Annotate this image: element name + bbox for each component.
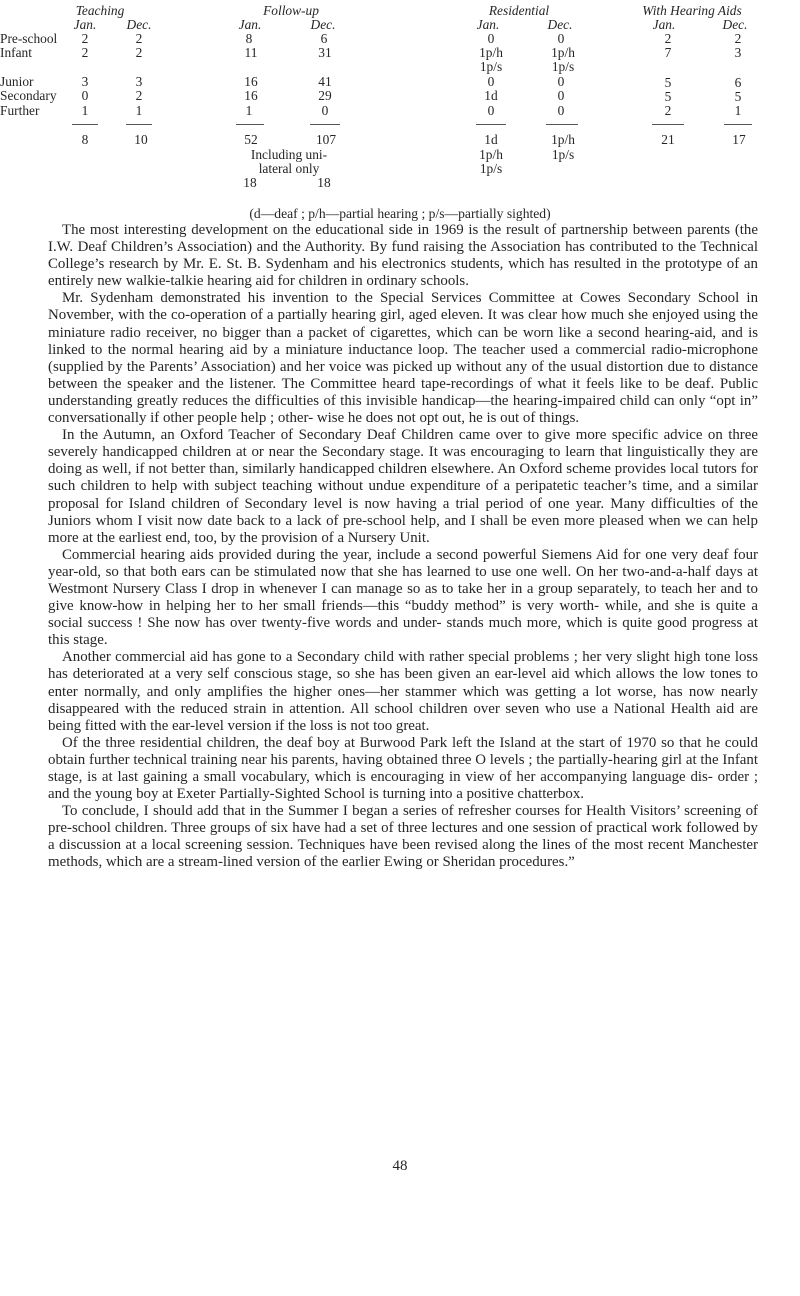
text-line: in whenever I can manage so as to take her in a group separately, to teach her and to bbox=[243, 580, 758, 597]
statistics-table bbox=[0, 0, 800, 215]
text-line: bigger than a packet of cigarettes, which can be worn like a second hearing-aid, and is bbox=[222, 324, 758, 341]
table-cell: 1d bbox=[484, 88, 498, 103]
total-cell: 1d bbox=[484, 132, 498, 147]
text-line: while, and she is quite a social success ! She now has over twenty-five words and under- bbox=[48, 598, 758, 632]
table-cell: 7 bbox=[664, 45, 672, 60]
text-line: By fund raising the Association has contributed to the Technical College’s research by bbox=[48, 239, 758, 273]
total-rule bbox=[126, 124, 152, 125]
table-cell: 1p/h bbox=[479, 45, 503, 60]
paragraph bbox=[48, 290, 758, 427]
table-cell: 6 bbox=[734, 75, 742, 90]
total-rule bbox=[310, 124, 340, 125]
paragraph bbox=[48, 735, 758, 803]
total-rule bbox=[476, 124, 506, 125]
text-line: more specific advice on three severely handicapped children at or near the Secondary bbox=[48, 427, 758, 461]
text-line: start of 1970 so that he could obtain further technical training near his parents, having bbox=[48, 734, 758, 768]
table-cell: 0 bbox=[557, 74, 565, 89]
text-line: give know-how in helping her to her small friends—this “buddy method” is very worth- bbox=[48, 598, 600, 615]
total-cell: 52 bbox=[244, 132, 258, 147]
text-line: Health aid are being fitted with the ear-level version if the loss is not too great. bbox=[48, 700, 758, 734]
table-cell: 0 bbox=[81, 88, 89, 103]
table-cell: 2 bbox=[135, 45, 143, 60]
month-header: Dec. bbox=[310, 17, 336, 32]
paragraph bbox=[48, 427, 758, 547]
total-rule bbox=[724, 124, 752, 125]
table-cell: 3 bbox=[734, 45, 742, 60]
table-cell: 29 bbox=[318, 88, 332, 103]
table-cell: 8 bbox=[245, 31, 253, 46]
table-cell: 1 bbox=[81, 103, 89, 118]
body-text bbox=[48, 222, 758, 872]
total-cell: 1p/h bbox=[551, 132, 575, 147]
text-line: given an ear-level aid which allows the low tones to enter normally, and only amplifies bbox=[48, 666, 758, 700]
text-line: wise he does not opt out, he is out of things. bbox=[316, 410, 580, 427]
text-line: hearing-impaired child can only “opt in” conversationally if other people help ; other- bbox=[48, 392, 758, 427]
text-line: To conclude, I should add that in the Summer I began a series of refresher courses for bbox=[62, 803, 582, 820]
month-header: Dec. bbox=[547, 17, 573, 32]
table-cell: 2 bbox=[664, 103, 672, 118]
text-line: Manchester methods, which are a stream-lined version of the earlier Ewing or Sheridan bbox=[48, 837, 759, 871]
table-cell: 3 bbox=[135, 74, 143, 89]
table-cell: 5 bbox=[664, 75, 672, 90]
page-number: 48 bbox=[392, 1158, 408, 1174]
including-cell: 18 bbox=[317, 175, 331, 190]
text-line: Another commercial aid has gone to a Secondary child with rather special problems ; bbox=[62, 649, 578, 666]
month-header: Jan. bbox=[652, 17, 676, 32]
text-line: the listener. The Committee heard tape-recordings of what it feels like to be deaf. bbox=[205, 375, 715, 392]
table-cell: 0 bbox=[557, 31, 565, 46]
table-cell: 2 bbox=[81, 31, 89, 46]
table-cell: 31 bbox=[318, 45, 332, 60]
month-header: Jan. bbox=[476, 17, 500, 32]
row-label-junior: Junior bbox=[0, 74, 34, 89]
total-cell: 107 bbox=[315, 132, 337, 147]
paragraph bbox=[48, 547, 758, 650]
text-line: Commercial hearing aids provided during the year, include a second powerful Siemens bbox=[62, 546, 592, 563]
text-line: Cowes Secondary School in November, with the co-operation of a partially hearing girl, bbox=[48, 290, 759, 324]
table-cell: 0 bbox=[557, 88, 565, 103]
group-header-teaching: Teaching bbox=[75, 3, 125, 18]
total-cell: 1p/h bbox=[479, 147, 503, 162]
month-header: Dec. bbox=[126, 17, 152, 32]
text-line: local tutors for such children to help with subject teaching without undue expenditure bbox=[48, 461, 759, 495]
text-line: we can help more at the earliest end, too, by the provision of a Nursery Unit. bbox=[48, 512, 759, 546]
month-header: Jan. bbox=[73, 17, 97, 32]
table-cell: 5 bbox=[734, 89, 742, 104]
total-cell: 1p/s bbox=[479, 161, 503, 176]
including-cell: 18 bbox=[243, 175, 257, 190]
table-cell: 0 bbox=[487, 103, 495, 118]
total-rule bbox=[72, 124, 98, 125]
text-line: Public understanding greatly reduces the difficulties of this invisible handicap—the bbox=[48, 375, 758, 409]
table-cell: 16 bbox=[244, 74, 258, 89]
paragraph bbox=[48, 222, 758, 290]
table-cell: 11 bbox=[244, 45, 258, 60]
text-line: screening session. Techniques have been revised along the lines of the most recent bbox=[185, 837, 685, 854]
text-line: Mr. Sydenham demonstrated his invention to the Special Services Committee at bbox=[62, 290, 573, 307]
month-header: Dec. bbox=[722, 17, 748, 32]
text-line: In the Autumn, an Oxford Teacher of Secondary Deaf Children came over to give bbox=[62, 427, 571, 444]
text-line: obtained three O levels ; the partially-hearing girl at the Infant stage, is at last gaining bbox=[48, 751, 758, 785]
text-line: stands much more, which is quite good progress at this stage. bbox=[48, 615, 758, 649]
table-cell: 1 bbox=[734, 103, 742, 118]
text-line: aged eleven. It was clear how much she enjoyed using the miniature radio receiver, no bbox=[48, 307, 758, 341]
table-cell: 2 bbox=[135, 88, 143, 103]
table-cell: 1 bbox=[245, 103, 253, 118]
table-cell: 0 bbox=[321, 103, 329, 118]
table-cell: 3 bbox=[81, 74, 89, 89]
text-line: of an entirely new walkie-talkie hearing aid for children in ordinary schools. bbox=[48, 256, 758, 290]
table-cell: 1 bbox=[135, 103, 143, 118]
table-cell: 16 bbox=[244, 88, 258, 103]
text-line: partnership between parents (the I.W. Deaf Children’s Association) and the Authority. bbox=[48, 222, 758, 256]
table-cell: 0 bbox=[557, 103, 565, 118]
table-cell: 2 bbox=[135, 31, 143, 46]
including-note: lateral only bbox=[258, 161, 320, 176]
table-cell: 1p/s bbox=[479, 59, 503, 74]
text-line: of three lectures and one session of practical work followed by a discussion at a local bbox=[48, 820, 758, 854]
table-cell: 1p/h bbox=[551, 45, 575, 60]
total-rule bbox=[546, 124, 578, 125]
group-header-follow-up: Follow-up bbox=[263, 3, 319, 18]
total-rule bbox=[652, 124, 684, 125]
text-line: of a peripatetic teacher’s time, and a similar proposal for Island children of Secondary bbox=[48, 478, 758, 512]
text-line: Mr. E. St. B. Sydenham and his electronics students, which has resulted in the prototype bbox=[182, 256, 723, 273]
text-line: level is now having a trial period of one year. Many difficulties of the Juniors whom I bbox=[48, 495, 758, 529]
text-line: learned to use one well. On her two-and-a-half days at Westmont Nursery Class I drop bbox=[48, 563, 758, 597]
table-cell: 0 bbox=[487, 31, 495, 46]
text-line: The most interesting development on the educational side in 1969 is the result of bbox=[62, 222, 557, 238]
text-line: procedures.” bbox=[499, 854, 575, 871]
group-header-residential: Residential bbox=[488, 3, 550, 18]
text-line: Of the three residential children, the deaf boy at Burwood Park left the Island at the bbox=[62, 734, 575, 751]
text-line: the higher ones—her stammer which was getting a lot worse, has now nearly disappeared bbox=[48, 683, 758, 717]
including-note: Including uni- bbox=[250, 147, 328, 162]
paragraph bbox=[48, 803, 758, 871]
table-cell: 41 bbox=[318, 74, 332, 89]
total-cell: 10 bbox=[134, 132, 148, 147]
total-cell: 8 bbox=[81, 132, 89, 147]
table-cell: 0 bbox=[487, 74, 495, 89]
text-line: with the reduced strain in attention. All school children over seven who use a National bbox=[124, 700, 666, 717]
total-rule bbox=[236, 124, 264, 125]
text-line: Aid for one very deaf four year-old, so that both ears can be stimulated now that she has bbox=[48, 546, 759, 580]
total-cell: 1p/s bbox=[551, 147, 575, 162]
total-cell: 17 bbox=[732, 132, 746, 147]
text-line: visit now date back to a lack of pre-school help, and I shall be even more pleased when bbox=[146, 512, 681, 529]
table-cell: 6 bbox=[320, 31, 328, 46]
table-cell: 5 bbox=[664, 89, 672, 104]
text-line: stage. It was encouraging to learn that linguistically they are doing as well, if not bbox=[48, 444, 758, 478]
table-cell: 2 bbox=[81, 45, 89, 60]
table-legend: (d—deaf ; p/h—partial hearing ; p/s—partially sighted) bbox=[249, 206, 551, 221]
text-line: commercial radio-microphone (supplied by the Parents’ Association) and her voice was bbox=[48, 341, 758, 375]
text-line: picked up without any of the usual distortion due to distance between the speaker and bbox=[48, 358, 758, 392]
text-line: a small vocabulary, which is encouraging in view of her accompanying language dis- bbox=[192, 769, 713, 785]
text-line: order ; and the young boy at Exeter Partially-Sighted School is turning into a positive bbox=[48, 769, 758, 803]
text-line: Health Visitors’ screening of pre-school children. Three groups of six have had a set bbox=[48, 803, 758, 837]
text-line: linked to the normal hearing aid by a miniature inductance loop. The teacher used a bbox=[48, 341, 571, 358]
month-header: Jan. bbox=[238, 17, 262, 32]
text-line: chatterbox. bbox=[517, 786, 584, 803]
table-cell: 2 bbox=[734, 31, 742, 46]
total-cell: 21 bbox=[661, 132, 675, 147]
paragraph bbox=[48, 649, 758, 734]
table-cell: 2 bbox=[664, 31, 672, 46]
row-label-secondary: Secondary bbox=[0, 88, 57, 103]
row-label-pre-school: Pre-school bbox=[0, 31, 58, 46]
text-line: better than, similarly handicapped children elsewhere. An Oxford scheme provides bbox=[171, 461, 667, 478]
text-line: her very slight high tone loss has deteriorated at a very self conscious stage, so she has been bbox=[48, 649, 759, 683]
table-cell: 1p/s bbox=[551, 59, 575, 74]
row-label-infant: Infant bbox=[0, 45, 32, 60]
group-header-hearing-aids: With Hearing Aids bbox=[642, 3, 742, 18]
row-label-further: Further bbox=[0, 103, 40, 118]
